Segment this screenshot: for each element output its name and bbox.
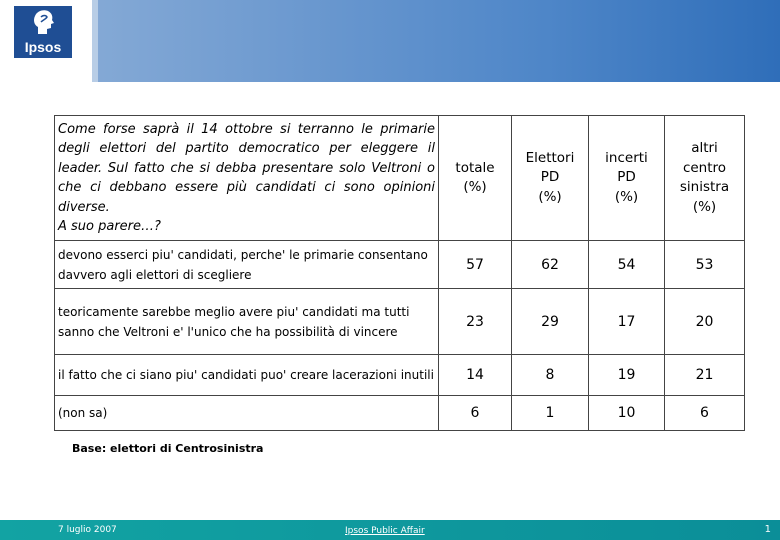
logo-divider bbox=[92, 0, 98, 82]
value-cell: 1 bbox=[512, 396, 589, 431]
base-note: Base: elettori di Centrosinistra bbox=[72, 442, 264, 455]
logo-text: Ipsos bbox=[24, 39, 62, 55]
table-row bbox=[55, 241, 745, 289]
value-cell: 23 bbox=[439, 289, 512, 355]
footer-link[interactable]: Ipsos Public Affair bbox=[345, 526, 425, 536]
footer-date: 7 luglio 2007 bbox=[58, 525, 117, 535]
row-label: il fatto che ci siano piu' candidati puo' creare lacerazioni inutili bbox=[55, 355, 439, 396]
row-label: devono esserci piu' candidati, perche' le primarie consentano davvero agli elettori di scegliere bbox=[55, 241, 439, 289]
column-header-incerti-pd: incerti PD (%) bbox=[589, 116, 665, 241]
head-silhouette-icon bbox=[32, 9, 54, 35]
table-row bbox=[55, 396, 745, 431]
logo-panel bbox=[0, 0, 92, 82]
value-cell: 19 bbox=[589, 355, 665, 396]
table-row bbox=[55, 289, 745, 355]
ipsos-logo bbox=[14, 6, 72, 58]
question-text: Come forse saprà il 14 ottobre si terranno le primarie degli elettori del partito democratico per eleggere il leader. Sul fatto che si debba presentare solo Veltroni o che ci debbano essere più candidati ci sono opinioni diverse. bbox=[58, 121, 435, 215]
column-header-elettori-pd: Elettori PD (%) bbox=[512, 116, 589, 241]
value-cell: 57 bbox=[439, 241, 512, 289]
column-header-altri-centro-sinistra: altri centro sinistra (%) bbox=[665, 116, 745, 241]
row-label: (non sa) bbox=[55, 396, 439, 431]
value-cell: 21 bbox=[665, 355, 745, 396]
column-header-totale: totale (%) bbox=[439, 116, 512, 241]
value-cell: 8 bbox=[512, 355, 589, 396]
question-prompt: A suo parere…? bbox=[58, 219, 161, 234]
value-cell: 6 bbox=[665, 396, 745, 431]
value-cell: 20 bbox=[665, 289, 745, 355]
footer-bar bbox=[0, 520, 780, 540]
value-cell: 14 bbox=[439, 355, 512, 396]
value-cell: 62 bbox=[512, 241, 589, 289]
value-cell: 29 bbox=[512, 289, 589, 355]
question-cell bbox=[55, 116, 439, 241]
survey-table bbox=[54, 115, 745, 431]
header-banner bbox=[0, 0, 780, 82]
value-cell: 54 bbox=[589, 241, 665, 289]
table-header-row bbox=[55, 116, 745, 241]
table-row bbox=[55, 355, 745, 396]
value-cell: 6 bbox=[439, 396, 512, 431]
value-cell: 17 bbox=[589, 289, 665, 355]
value-cell: 53 bbox=[665, 241, 745, 289]
page-number: 1 bbox=[764, 524, 771, 535]
row-label: teoricamente sarebbe meglio avere piu' candidati ma tutti sanno che Veltroni e' l'unico che ha possibilità di vincere bbox=[55, 289, 439, 355]
value-cell: 10 bbox=[589, 396, 665, 431]
